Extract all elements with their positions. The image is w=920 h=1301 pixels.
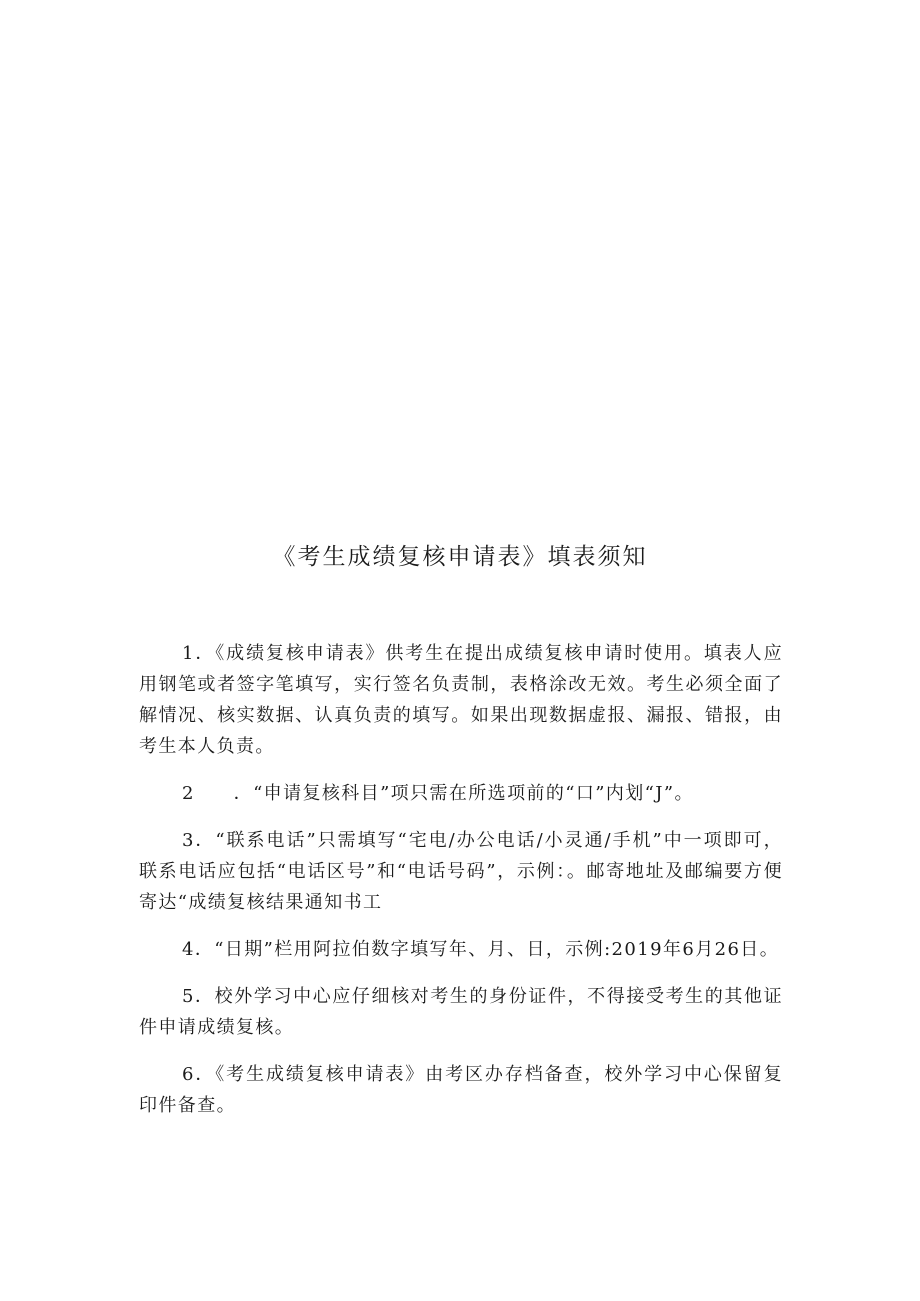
note-text: 《考生成绩复核申请表》由考区办存档备查，校外学习中心保留复印件备查。 — [139, 1064, 783, 1116]
note-number: 4． — [182, 939, 215, 960]
note-item-2 — [139, 778, 783, 809]
page-title: 《考生成绩复核申请表》填表须知 — [272, 544, 648, 570]
note-item-1 — [139, 638, 783, 762]
note-text: “申请复核科目”项只需在所选项前的“口”内划“J”。 — [253, 783, 694, 804]
note-item-3 — [139, 825, 783, 918]
note-number: 2 ． — [182, 783, 254, 804]
note-item-4 — [139, 934, 783, 965]
note-text: “日期”栏用阿拉伯数字填写年、月、日，示例:2019年6月26日。 — [214, 939, 780, 960]
note-number: 3． — [182, 830, 216, 851]
note-number: 5． — [182, 986, 215, 1007]
note-number: 1． — [182, 643, 216, 664]
note-number: 6． — [182, 1064, 216, 1085]
note-text: “联系电话”只需填写“宅电/办公电话/小灵通/手机”中一项即可，联系电话应包括“电话区号”和“电话号码”，示例：。邮寄地址及邮编要方便寄达“成绩复核结果通知书工 — [139, 830, 783, 913]
note-item-6 — [139, 1059, 783, 1121]
note-text: 校外学习中心应仔细核对考生的身份证件，不得接受考生的其他证件申请成绩复核。 — [139, 986, 783, 1038]
notes-list — [139, 638, 783, 1137]
note-item-5 — [139, 981, 783, 1043]
note-text: 《成绩复核申请表》供考生在提出成绩复核申请时使用。填表人应用钢笔或者签字笔填写，实行签名负责制，表格涂改无效。考生必须全面了解情况、核实数据、认真负责的填写。如果出现数据虚报、漏报、错报，由考生本人负责。 — [139, 643, 783, 757]
